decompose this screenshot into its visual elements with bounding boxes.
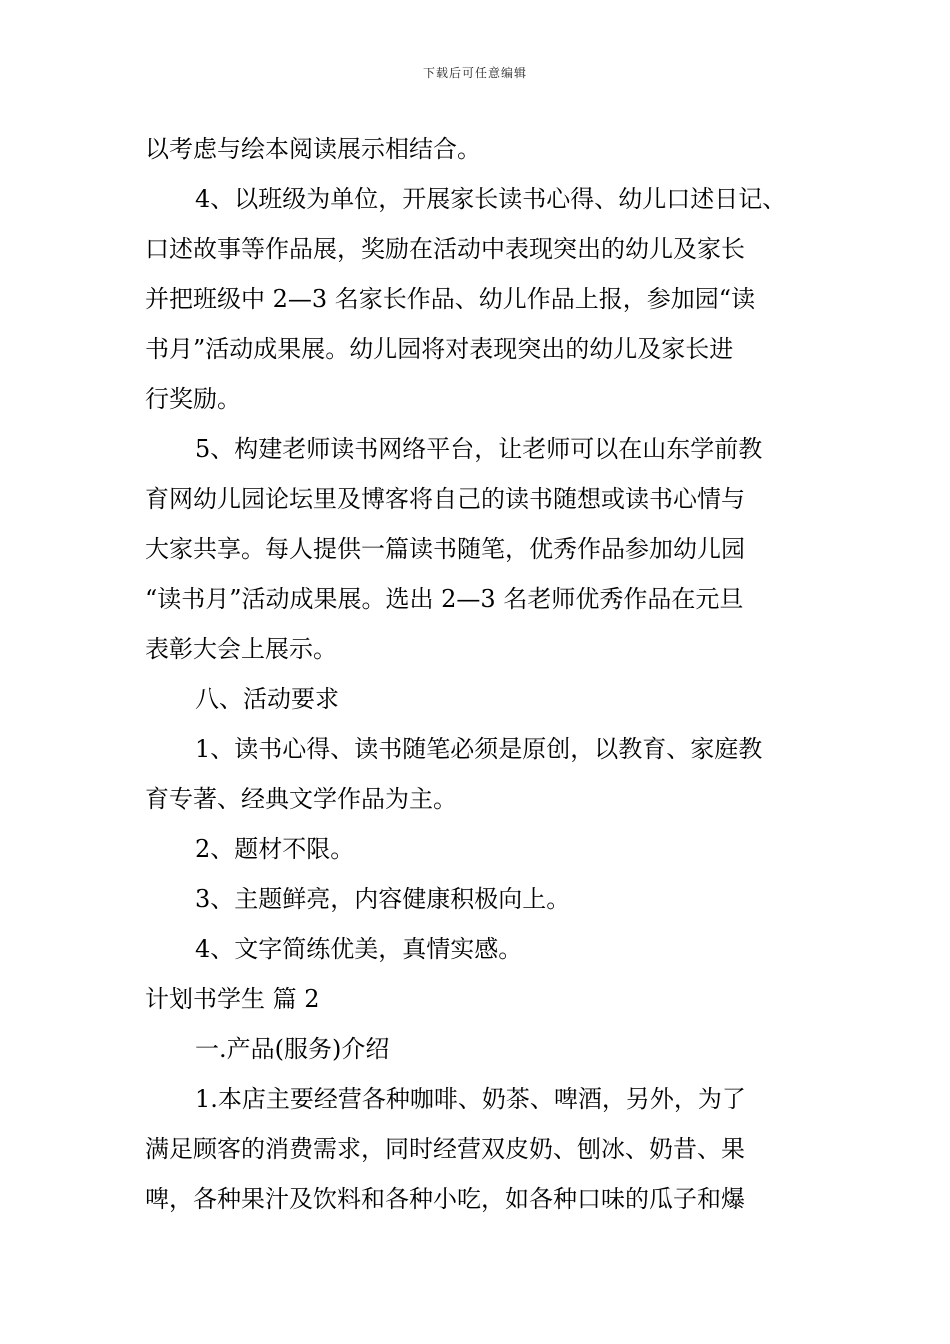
paragraph-line: “读书月”活动成果展。选出 2—3 名老师优秀作品在元旦 bbox=[145, 585, 744, 613]
paragraph-line: 啤，各种果汁及饮料和各种小吃，如各种口味的瓜子和爆 bbox=[145, 1185, 745, 1213]
paragraph-line: 育网幼儿园论坛里及博客将自己的读书随想或读书心情与 bbox=[145, 485, 745, 513]
paragraph-line: 以考虑与绘本阅读展示相结合。 bbox=[145, 135, 481, 163]
paragraph-line: 1.本店主要经营各种咖啡、奶茶、啤酒，另外，为了 bbox=[195, 1085, 746, 1113]
paragraph-line: 4、文字简练优美，真情实感。 bbox=[195, 935, 523, 963]
paragraph-line: 口述故事等作品展，奖励在活动中表现突出的幼儿及家长 bbox=[145, 235, 745, 263]
paragraph-line: 大家共享。每人提供一篇读书随笔，优秀作品参加幼儿园 bbox=[145, 535, 745, 563]
paragraph-line: 表彰大会上展示。 bbox=[145, 635, 337, 663]
paragraph-line: 5、构建老师读书网络平台，让老师可以在山东学前教 bbox=[195, 435, 763, 463]
document-body bbox=[145, 124, 825, 1224]
section-heading: 八、活动要求 bbox=[195, 685, 339, 713]
paragraph-line: 满足顾客的消费需求，同时经营双皮奶、刨冰、奶昔、果 bbox=[145, 1135, 745, 1163]
paragraph-line: 2、题材不限。 bbox=[195, 835, 355, 863]
section-heading: 一.产品(服务)介绍 bbox=[195, 1035, 390, 1063]
chapter-title: 计划书学生 篇 2 bbox=[145, 985, 320, 1013]
paragraph-line: 1、读书心得、读书随笔必须是原创，以教育、家庭教 bbox=[195, 735, 763, 763]
paragraph-line: 行奖励。 bbox=[145, 385, 241, 413]
paragraph-line: 4、以班级为单位，开展家长读书心得、幼儿口述日记、 bbox=[195, 185, 787, 213]
page-header-note: 下载后可任意编辑 bbox=[422, 66, 527, 80]
paragraph-line: 并把班级中 2—3 名家长作品、幼儿作品上报，参加园“读 bbox=[145, 285, 756, 313]
paragraph-line: 书月”活动成果展。幼儿园将对表现突出的幼儿及家长进 bbox=[145, 335, 734, 363]
paragraph-line: 育专著、经典文学作品为主。 bbox=[145, 785, 457, 813]
paragraph-line: 3、主题鲜亮，内容健康积极向上。 bbox=[195, 885, 571, 913]
